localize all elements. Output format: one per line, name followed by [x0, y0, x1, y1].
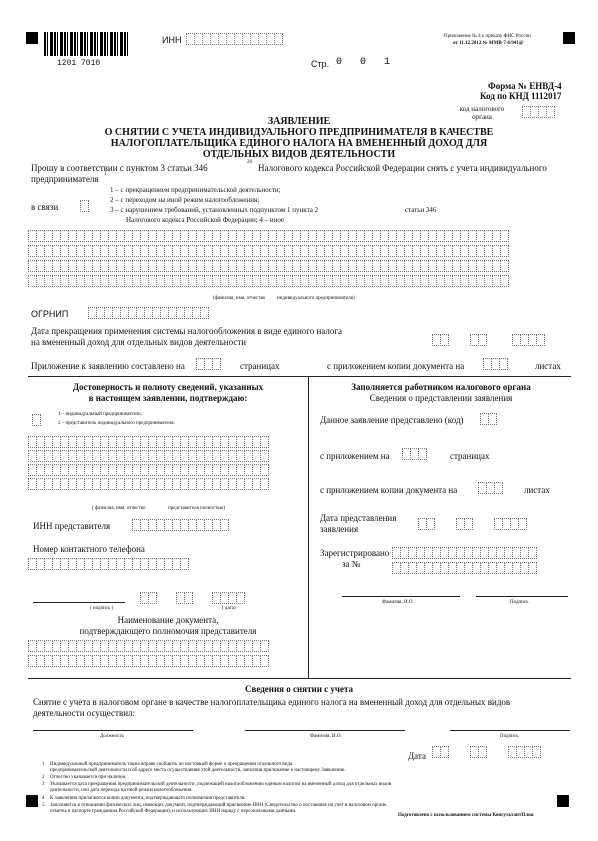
right-sign-caption: Подпись	[510, 600, 529, 605]
footnote-3-num: 3	[42, 782, 45, 787]
footnote-1-num: 1	[42, 762, 45, 767]
bottom-date-day[interactable]	[432, 746, 448, 758]
reason-option-3b: статьи 346	[405, 206, 437, 214]
footnote-2-num: 2	[42, 775, 45, 780]
date-stop-year[interactable]	[512, 334, 544, 346]
reg-row-1[interactable]	[392, 547, 536, 559]
copies-sheets-label: листах	[535, 361, 561, 371]
reason-option-3c: Налогового кодекса Российской Федерации; 4 – иное	[126, 216, 285, 224]
title-line4: ОТДЕЛЬНЫХ ВИДОВ ДЕЯТЕЛЬНОСТИ	[202, 149, 396, 160]
tax-org-code-label: код налогового органа	[459, 105, 505, 122]
column-divider	[308, 376, 309, 678]
reason-option-1: 1 – с прекращением предпринимательской деятельности;	[110, 186, 281, 194]
bottom-text2: деятельности осуществил:	[33, 708, 136, 718]
footnote-5-num: 5	[42, 803, 45, 808]
sign-date-year[interactable]	[212, 592, 244, 604]
reason-option-3: 3 – с нарушением требований, установленных подпунктом 1 пункта 2	[110, 206, 319, 214]
barcode-number: 1201 7010	[57, 59, 101, 68]
date-stop-label2: на вмененный доход для отдельных видов деятельности	[31, 337, 247, 347]
reg-label2: за №	[342, 559, 361, 569]
form-name: Форма № ЕНВД-4	[488, 81, 562, 91]
appendix-line2: от 11.12.2012 № ММВ-7-6/941@	[453, 41, 524, 46]
attach-pages-cells[interactable]	[196, 358, 220, 370]
signer-type-cell[interactable]	[32, 414, 40, 426]
right-date-label2: заявления	[320, 524, 359, 534]
ogrnip-label: ОГРНИП	[31, 309, 69, 319]
request-text3: предпринимателя	[31, 174, 99, 184]
inn-rep-cells[interactable]	[132, 519, 228, 531]
reg-row-2[interactable]	[392, 562, 536, 574]
title-line3: НАЛОГОПЛАТЕЛЬЩИКА ЕДИНОГО НАЛОГА НА ВМЕНЕННЫЙ ДОХОД ДЛЯ	[110, 138, 488, 149]
fio-row-4[interactable]	[28, 275, 508, 287]
right-fio-line	[342, 596, 460, 597]
inn-cells[interactable]	[186, 33, 282, 45]
request-sup2: 1	[104, 172, 107, 177]
title-line2: О СНЯТИИ С УЧЕТА ИНДИВИДУАЛЬНОГО ПРЕДПРИНИМАТЕЛЯ В КАЧЕСТВЕ	[104, 127, 494, 138]
signature-line	[450, 730, 570, 731]
request-text2: Налогового кодекса Российской Федерации снять с учета индивидуального	[258, 163, 547, 173]
section-divider	[28, 376, 571, 377]
signer-option-2: 2 – представитель индивидуального предпринимателя.	[58, 421, 175, 426]
corner-marker-bottom-left	[26, 795, 38, 807]
doc-row-2[interactable]	[28, 655, 268, 667]
title-line1: ЗАЯВЛЕНИЕ	[267, 116, 331, 127]
right-date-label1: Дата представления	[320, 513, 397, 523]
sign-line	[33, 602, 125, 603]
copies-sheets-cells[interactable]	[483, 358, 507, 370]
col-signature: Подпись	[500, 734, 519, 739]
doc-label1: Наименование документа,	[117, 615, 219, 625]
rep-fio-row-1[interactable]	[28, 436, 268, 448]
bottom-date-month[interactable]	[470, 746, 486, 758]
knd-code: Код по КНД 1112017	[480, 91, 562, 101]
rep-fio-row-3[interactable]	[28, 464, 268, 476]
doc-label2: подтверждающего полномочия представителя	[79, 626, 257, 636]
page-number: 0 0 1	[336, 57, 397, 68]
prepared-note: Подготовлено с использованием системы КонсультантПлюс	[398, 813, 535, 818]
right-pages-label: страницах	[450, 451, 490, 461]
fio-row-3[interactable]	[28, 260, 508, 272]
position-line	[33, 730, 193, 731]
date-stop-label1: Дата прекращения применения системы налогообложения в виде единого налога	[31, 326, 343, 336]
date-stop-month[interactable]	[470, 334, 486, 346]
right-sheets-cells[interactable]	[478, 482, 502, 494]
right-date-year[interactable]	[494, 518, 526, 530]
fio-caption: (фамилия, имя, отчество	[213, 296, 266, 301]
col-position: Должность	[100, 734, 124, 739]
col-fio: Фамилия, И.О.	[310, 734, 342, 739]
corner-marker-bottom-right	[557, 795, 569, 807]
fio-row-2[interactable]	[28, 245, 508, 257]
rep-fio-row-2[interactable]	[28, 450, 268, 462]
fio-caption2: индивидуального предпринимателя)	[277, 296, 355, 301]
submitted-code-cells[interactable]	[480, 413, 496, 425]
sign-caption: ( подпись )	[90, 606, 114, 611]
right-date-day[interactable]	[418, 518, 434, 530]
footnote-5b: отметка в паспорте гражданина Российской Федерации), и использующих ИНН наряду с персональными данными.	[50, 809, 297, 814]
footnote-3b: деятельности, или дата перехода на иной режим налогообложения.	[50, 788, 193, 793]
footnote-1b: предпринимательской деятельности и об адресе места осуществления этой деятельности, заполнив приложение к настоящему Заявлению.	[50, 768, 346, 773]
doc-row-1[interactable]	[28, 640, 268, 652]
signer-option-1: 1 – индивидуальный предприниматель;	[58, 412, 142, 417]
bottom-divider	[28, 678, 571, 679]
sign-date-day[interactable]	[140, 592, 156, 604]
left-heading1: Достоверность и полноту сведений, указанных	[72, 382, 264, 392]
reason-code-cell[interactable]	[80, 200, 88, 212]
right-pages-cells[interactable]	[402, 448, 426, 460]
phone-cells[interactable]	[28, 558, 188, 570]
corner-marker-top-right	[563, 32, 575, 44]
page-label: Стр.	[311, 59, 330, 69]
footnote-2: Отчество указывается при наличии.	[50, 775, 127, 780]
phone-label: Номер контактного телефона	[33, 544, 145, 554]
reg-label1: Зарегистрировано	[320, 548, 390, 558]
request-sup1: 28	[247, 160, 252, 165]
copies-label: с приложением копии документа на	[327, 361, 465, 371]
bottom-date-year[interactable]	[508, 746, 540, 758]
attach-pages-label: страницах	[240, 361, 280, 371]
date-caption: ( дата)	[222, 606, 236, 611]
left-heading2: в настоящем заявлении, подтверждаю:	[88, 393, 248, 403]
right-heading2: Сведения о представлении заявления	[369, 393, 513, 403]
with-attach-label: с приложением на	[320, 451, 390, 461]
in-connection-label: в связи	[31, 202, 59, 212]
sign-date-month[interactable]	[176, 592, 192, 604]
right-fio-caption: Фамилия, И.О.	[382, 600, 414, 605]
corner-marker-top-left	[26, 32, 38, 44]
rep-fio-row-4[interactable]	[28, 478, 268, 490]
submitted-label: Данное заявление представлено (код)	[320, 415, 464, 425]
fio-row-1[interactable]	[28, 230, 508, 242]
bottom-heading: Сведения о снятии с учета	[245, 684, 353, 694]
footnote-3a: Указывается дата прекращения предпринимательской деятельности, подлежащей налогообложению единым налогом на вмененный доход для отдельных видов	[50, 782, 392, 787]
inn-label: ИНН	[162, 35, 182, 45]
date-stop-day[interactable]	[432, 334, 448, 346]
footnote-5a: Заполняется в отношении физических лиц, имеющих документ, подтверждающий присвоение ИНН (Свидетельство о постановке на учет в налоговом органе,	[50, 803, 388, 808]
with-copies-label: с приложением копии документа на	[320, 485, 458, 495]
right-sign-line	[476, 596, 568, 597]
barcode	[44, 32, 128, 56]
fio-line	[245, 730, 405, 731]
rep-caption2: представителя полностью)	[168, 506, 226, 511]
right-date-month[interactable]	[456, 518, 472, 530]
appendix-line1: Приложение № 4 к приказу ФНС России	[444, 34, 531, 39]
footnote-4: К заявлению прилагаются копии документа, подтверждающего полномочия представителя.	[50, 796, 246, 801]
footnote-1a: Индивидуальный предприниматель также вправе сообщить по настоящей форме о прекращении отдельного вида	[50, 762, 293, 767]
ogrnip-cells[interactable]	[88, 307, 208, 319]
bottom-text1: Снятие с учета в налоговом органе в качестве налогоплательщика единого налога на вмененный доход для отдельных видов	[33, 697, 511, 707]
reason-option-2: 2 – с переходом на иной режим налогообложения;	[110, 196, 260, 204]
inn-rep-label: ИНН представителя	[33, 521, 111, 531]
footnote-4-num: 4	[42, 796, 45, 801]
attach-label: Приложение к заявлению составлено на	[31, 361, 185, 371]
bottom-date-label: Дата	[408, 751, 426, 761]
rep-caption: ( фамилия, имя, отчество	[92, 506, 146, 511]
right-heading1: Заполняется работником налогового органа	[351, 382, 531, 392]
request-text: Прошу в соответствии с пунктом 3 статьи 346	[31, 163, 208, 173]
right-sheets-label: листах	[524, 485, 550, 495]
